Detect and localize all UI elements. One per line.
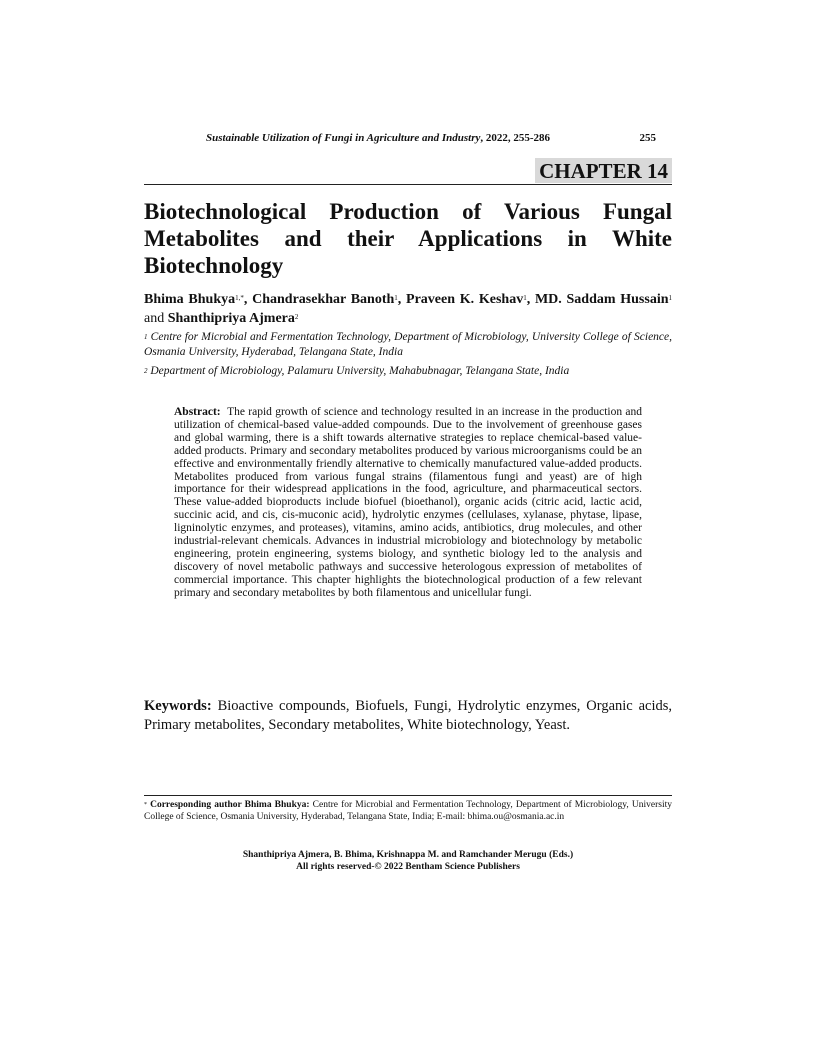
chapter-title: Biotechnological Production of Various Fungal Metabolites and their Applications in White Biotechnology: [144, 199, 672, 278]
affiliation-2: [144, 364, 672, 379]
author-affiliation-mark: 1: [523, 294, 527, 302]
keywords-label: Keywords:: [144, 698, 212, 714]
keywords: [144, 697, 672, 735]
author-affiliation-mark: 1: [394, 294, 398, 302]
author-name: Shanthipriya Ajmera: [167, 311, 295, 326]
author-name: MD. Saddam Hussain: [534, 292, 669, 307]
abstract-text: The rapid growth of science and technology resulted in an increase in the production and utilization of chemical-based value-added compounds. Due to the involvement of greenhouse gases and global warming, there is a shift towards alternative strategies to replace chemical-based value-added products. Primary and secondary metabolites produced by various microorganisms could be an effective and environmentally friendly alternative to chemically manufactured value-added products. Metabolites produced from various fungal strains (filamentous fungi and yeast) are of high importance for their widespread applications in the food, agriculture, and pharmaceutical sectors. These value-added bioproducts include biofuel (bioethanol), organic acids (citric acid, lactic acid, succinic acid, and cis, cis-muconic acid), hydrolytic enzymes (cellulases, xylanase, phytase, lipase, ligninolytic enzymes, and proteases), vitamins, amino acids, antibiotics, drug molecules, and other industrial-relevant chemicals. Advances in industrial microbiology and biotechnology by metabolic engineering, protein engineering, systems biology, and synthetic biology led to the analysis and discovery of novel metabolic pathways and successive heterologous expression of metabolites of commercial importance. This chapter highlights the biotechnological production of a few relevant primary and secondary metabolites by both filamentous and unicellular fungi.: [174, 406, 643, 599]
affiliation-text: Centre for Microbial and Fermentation Technology, Department of Microbiology, University College of Science, Osmania University, Hyderabad, Telangana State, India: [144, 331, 673, 358]
journal-title: Sustainable Utilization of Fungi in Agriculture and Industry: [206, 132, 481, 144]
author-name: Praveen K. Keshav: [406, 292, 524, 307]
author-affiliation-mark: 2: [294, 313, 299, 321]
affiliation-mark: 2: [144, 367, 148, 375]
author-affiliation-mark: 1,*: [235, 294, 244, 302]
author-affiliation-mark: 1: [668, 294, 672, 302]
abstract-label: Abstract:: [174, 406, 221, 418]
footnote-mark: *: [144, 802, 147, 808]
author-separator: ,: [397, 292, 407, 307]
footnote-divider: [144, 795, 672, 796]
affiliation-1: [144, 330, 672, 360]
author-separator: and: [144, 311, 168, 326]
author-separator: ,: [526, 292, 535, 307]
chapter-header: [144, 158, 672, 185]
corresponding-author-footnote: [144, 799, 672, 823]
keywords-text: Bioactive compounds, Biofuels, Fungi, Hydrolytic enzymes, Organic acids, Primary metabolites, Secondary metabolites, White biotechnology, Yeast.: [144, 698, 673, 733]
author-list: [144, 290, 672, 328]
rights-line: All rights reserved-© 2022 Bentham Science Publishers: [296, 862, 520, 872]
affiliation-text: Department of Microbiology, Palamuru University, Mahabubnagar, Telangana State, India: [150, 365, 570, 377]
affiliation-mark: 1: [144, 333, 148, 341]
page-number: 255: [639, 132, 656, 144]
footnote-label: Corresponding author Bhima Bhukya:: [150, 800, 310, 810]
editors-line: Shanthipriya Ajmera, B. Bhima, Krishnappa M. and Ramchander Merugu (Eds.): [242, 850, 574, 860]
publisher-block: [144, 849, 672, 873]
author-separator: ,: [243, 292, 253, 307]
footnote-text: Centre for Microbial and Fermentation Technology, Department of Microbiology, University College of Science, Osmania University, Hyderabad, Telangana State, India; E-mail: bhima.ou@osmania.ac.in: [144, 800, 673, 822]
journal-year-pages: , 2022, 255-286: [480, 132, 551, 144]
journal-citation: [206, 132, 550, 144]
chapter-label: CHAPTER 14: [535, 158, 672, 183]
author-name: Bhima Bhukya: [144, 292, 236, 307]
author-name: Chandrasekhar Banoth: [252, 292, 395, 307]
abstract: [174, 406, 642, 600]
